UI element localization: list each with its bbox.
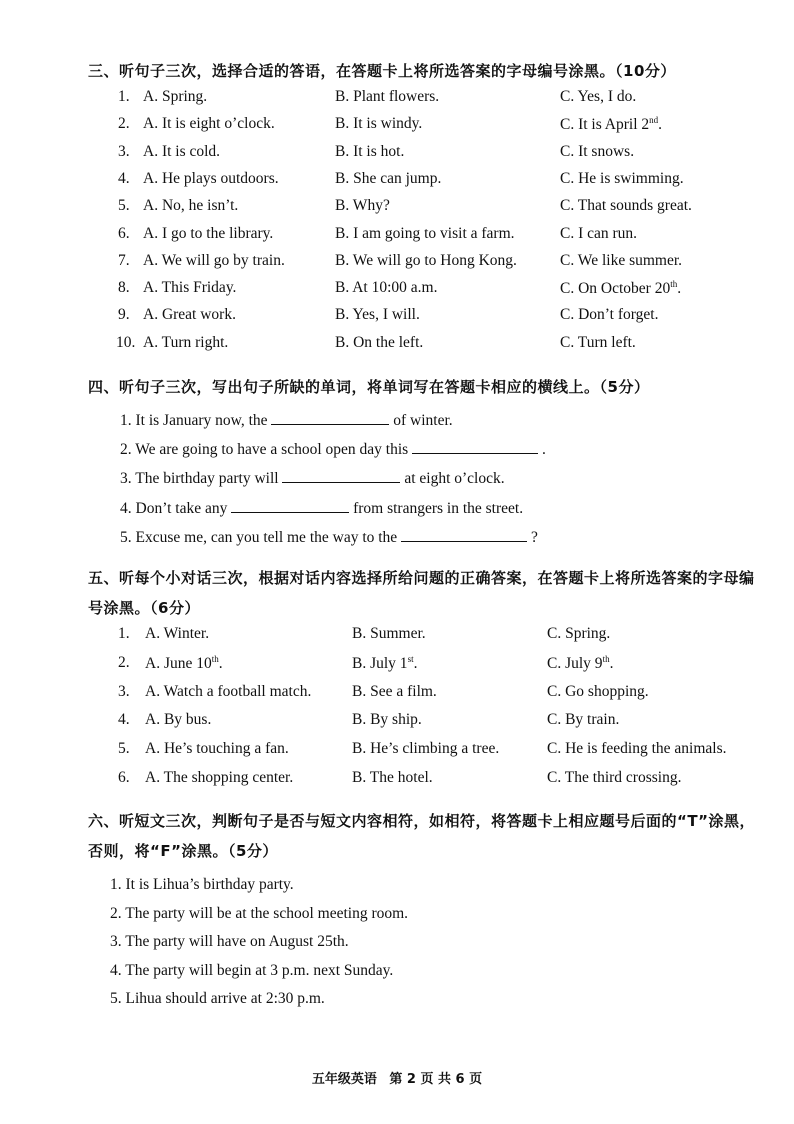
option-a <box>143 225 273 243</box>
statement-text: The party will begin at 3 p.m. next Sunday. <box>125 961 394 979</box>
question-number: 9. <box>118 306 130 324</box>
option-b-text: B. Summer. <box>352 625 426 642</box>
option-c <box>547 740 727 758</box>
option-c <box>547 625 610 643</box>
option-c-text: C. Go shopping. <box>547 682 649 700</box>
option-b <box>335 88 439 106</box>
option-a-text: A. No, he isn’t. <box>143 197 239 215</box>
fill-in-row <box>120 439 546 459</box>
answer-blank <box>401 527 527 542</box>
option-a-text: A. Winter. <box>145 625 210 642</box>
section-6-title: 六、听短文三次，判断句子是否与短文内容相符，如相符，将答题卡上相应题号后面的“T”涂黑，否则，将“F”涂黑。（5分） <box>88 812 755 860</box>
statement-text: The party will have on August 25th. <box>125 933 349 950</box>
option-b-text: B. Yes, I will. <box>335 306 420 324</box>
option-a-text: A. By bus. <box>145 711 212 729</box>
statement-row <box>110 962 393 980</box>
option-c-text: C. I can run. <box>560 224 638 242</box>
question-number: 2. <box>118 653 130 671</box>
option-b <box>335 279 437 297</box>
question-number: 5. <box>110 990 122 1007</box>
option-a <box>143 306 236 324</box>
option-b-text: B. July 1 <box>352 654 408 672</box>
option-a-text: A. We will go by train. <box>143 251 285 269</box>
option-a-text: A. The shopping center. <box>145 769 294 786</box>
option-c-sup: th <box>602 653 610 664</box>
option-c <box>560 306 658 324</box>
option-a <box>145 740 289 758</box>
question-number: 1. <box>110 876 122 893</box>
option-c-text: C. It is April 2 <box>560 116 650 134</box>
option-c <box>560 88 636 106</box>
option-b <box>352 769 433 787</box>
option-c <box>547 683 649 701</box>
option-c-text: C. Turn left. <box>560 333 636 351</box>
option-c <box>560 225 637 243</box>
answer-blank <box>271 410 389 425</box>
option-c-text: C. We like summer. <box>560 251 683 269</box>
sentence-end: from strangers in the street. <box>353 499 524 517</box>
option-c <box>560 279 681 298</box>
option-b-text: B. See a film. <box>352 682 437 700</box>
option-c-text: C. He is feeding the animals. <box>547 740 727 758</box>
option-c-text: C. That sounds great. <box>560 197 692 215</box>
option-b <box>335 170 441 188</box>
sentence-start: The birthday party will <box>135 470 279 488</box>
page-footer <box>0 1068 794 1087</box>
option-a <box>143 170 279 188</box>
option-c <box>560 197 692 215</box>
statement-text: Lihua should arrive at 2:30 p.m. <box>125 990 325 1007</box>
section-3-title: 三、听句子三次，选择合适的答语，在答题卡上将所选答案的字母编号涂黑。（10分） <box>88 62 676 80</box>
option-a <box>145 711 211 729</box>
option-c-text: C. Spring. <box>547 625 611 642</box>
option-a-sup: th <box>211 653 219 664</box>
fill-in-row <box>120 498 523 518</box>
option-b <box>352 683 437 701</box>
option-c-tail: . <box>609 654 614 672</box>
question-number: 4. <box>118 711 130 729</box>
option-b-text: B. The hotel. <box>352 769 433 786</box>
option-b <box>335 252 517 270</box>
option-c-tail: . <box>658 116 663 134</box>
option-c-sup: nd <box>649 115 659 126</box>
sentence-start: We are going to have a school open day this <box>135 441 409 459</box>
option-a-text: A. This Friday. <box>143 279 237 297</box>
option-b-text: B. On the left. <box>335 333 424 351</box>
option-c <box>560 170 684 188</box>
sentence-end: of winter. <box>393 412 453 429</box>
question-number: 7. <box>118 251 130 269</box>
fill-in-row <box>120 468 505 488</box>
statement-text: The party will be at the school meeting room. <box>125 904 409 922</box>
option-c-text: C. The third crossing. <box>547 769 682 786</box>
question-number: 8. <box>118 279 130 297</box>
option-c <box>560 115 662 134</box>
sentence-start: It is January now, the <box>135 412 268 429</box>
option-b <box>335 334 423 352</box>
question-number: 6. <box>118 224 130 242</box>
option-a-text: A. He’s touching a fan. <box>145 740 289 758</box>
option-b <box>352 711 422 729</box>
option-c-text: C. He is swimming. <box>560 169 684 187</box>
question-number: 1. <box>120 412 132 429</box>
question-number: 1. <box>118 625 130 642</box>
option-b <box>335 306 420 324</box>
option-a <box>145 654 223 673</box>
statement-row <box>110 876 294 894</box>
option-a-text: A. I go to the library. <box>143 224 274 242</box>
option-a-text: A. June 10 <box>145 654 212 672</box>
option-b-text: B. At 10:00 a.m. <box>335 279 438 297</box>
option-b-text: B. It is hot. <box>335 142 405 160</box>
answer-blank <box>231 498 349 513</box>
option-a <box>145 769 293 787</box>
option-b <box>335 115 422 133</box>
option-b-text: B. He’s climbing a tree. <box>352 740 500 758</box>
question-number: 3. <box>118 142 130 160</box>
question-number: 5. <box>118 197 130 215</box>
statement-row <box>110 933 349 951</box>
question-number: 5. <box>118 740 130 758</box>
option-b-text: B. We will go to Hong Kong. <box>335 251 517 269</box>
footer-subject: 五年级英语 <box>311 1072 377 1087</box>
option-c-tail: . <box>677 280 682 298</box>
option-b-sup: st <box>407 653 414 664</box>
option-a <box>143 88 207 106</box>
fill-in-row <box>120 410 453 430</box>
option-a-text: A. Great work. <box>143 306 236 324</box>
statement-row <box>110 990 325 1008</box>
fill-in-row <box>120 527 538 547</box>
answer-blank <box>412 439 538 454</box>
sentence-end: at eight o’clock. <box>404 470 505 488</box>
option-b-tail: . <box>413 654 418 672</box>
option-b-text: B. It is windy. <box>335 115 423 133</box>
option-c <box>560 252 682 270</box>
option-c <box>547 711 619 729</box>
option-c <box>547 769 681 787</box>
option-a <box>143 197 238 215</box>
question-number: 4. <box>120 499 132 517</box>
option-c <box>560 334 636 352</box>
option-b <box>335 197 390 215</box>
option-b <box>352 654 417 673</box>
option-b-text: B. By ship. <box>352 711 422 729</box>
option-c-text: C. It snows. <box>560 142 635 160</box>
answer-blank <box>282 468 400 483</box>
option-c-text: C. Don’t forget. <box>560 306 659 324</box>
question-number: 4. <box>110 961 122 979</box>
option-b-text: B. Plant flowers. <box>335 88 440 105</box>
question-number: 2. <box>110 904 122 922</box>
footer-page: 第 2 页 共 6 页 <box>389 1072 483 1087</box>
sentence-end: ? <box>530 528 538 546</box>
option-a-text: A. It is cold. <box>143 142 221 160</box>
option-b-text: B. Why? <box>335 197 390 215</box>
question-number: 4. <box>118 169 130 187</box>
statement-text: It is Lihua’s birthday party. <box>125 876 294 893</box>
sentence-start: Don’t take any <box>135 499 228 517</box>
question-number: 3. <box>118 682 130 700</box>
option-a <box>143 115 275 133</box>
option-a <box>143 252 285 270</box>
option-b <box>335 143 404 161</box>
option-a <box>143 334 228 352</box>
option-a-text: A. Spring. <box>143 88 208 105</box>
option-b <box>335 225 515 243</box>
option-a-text: A. Watch a football match. <box>145 682 312 700</box>
question-number: 5. <box>120 528 132 546</box>
option-a-text: A. It is eight o’clock. <box>143 115 275 133</box>
question-number: 10. <box>116 333 136 351</box>
option-a-text: A. He plays outdoors. <box>143 169 279 187</box>
sentence-end: . <box>541 441 546 459</box>
option-c-text: C. On October 20 <box>560 280 671 298</box>
option-c-sup: th <box>670 279 678 290</box>
option-a <box>145 625 209 643</box>
sentence-start: Excuse me, can you tell me the way to the <box>135 528 398 546</box>
option-b <box>352 740 499 758</box>
option-c-text: C. July 9 <box>547 654 603 672</box>
option-b <box>352 625 426 643</box>
option-c <box>547 654 613 673</box>
option-b-text: B. She can jump. <box>335 169 442 187</box>
question-number: 2. <box>118 115 130 133</box>
option-a-tail: . <box>218 654 223 672</box>
option-a <box>145 683 311 701</box>
option-b-text: B. I am going to visit a farm. <box>335 224 515 242</box>
option-c-text: C. Yes, I do. <box>560 88 637 105</box>
section-5-title: 五、听每个小对话三次，根据对话内容选择所给问题的正确答案，在答题卡上将所选答案的字母编号涂黑。（6分） <box>88 569 755 617</box>
option-c <box>560 143 634 161</box>
question-number: 6. <box>118 769 130 786</box>
question-number: 1. <box>118 88 130 105</box>
section-4-title: 四、听句子三次，写出句子所缺的单词，将单词写在答题卡相应的横线上。（5分） <box>88 378 650 396</box>
question-number: 3. <box>110 933 122 950</box>
statement-row <box>110 905 408 923</box>
question-number: 3. <box>120 470 132 488</box>
option-a <box>143 143 220 161</box>
option-a-text: A. Turn right. <box>143 333 229 351</box>
question-number: 2. <box>120 441 132 459</box>
option-c-text: C. By train. <box>547 711 620 729</box>
option-a <box>143 279 236 297</box>
